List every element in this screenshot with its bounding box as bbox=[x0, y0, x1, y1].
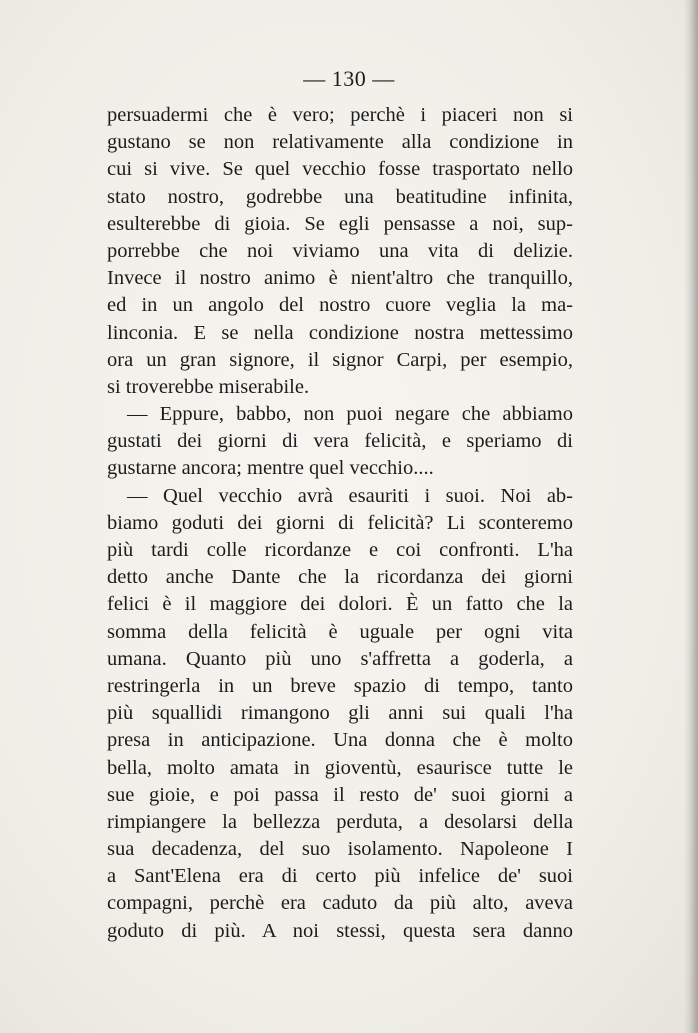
text-line: restringerla in un breve spazio di tempo, tanto bbox=[107, 674, 573, 697]
text-line: goduto di più. A noi stessi, questa sera danno bbox=[107, 919, 573, 942]
text-line: gustati dei giorni di vera felicità, e speriamo di bbox=[107, 430, 573, 453]
text-line: umana. Quanto più uno s'affretta a goderla, a bbox=[107, 647, 573, 670]
text-line: gustarne ancora; mentre quel vecchio.... bbox=[107, 457, 434, 480]
text-line: più tardi colle ricordanze e coi confronti. L'ha bbox=[107, 539, 573, 561]
text-line: detto anche Dante che la ricordanza dei giorni bbox=[107, 566, 573, 589]
text-line: linconia. E se nella condizione nostra mettessimo bbox=[107, 321, 573, 344]
text-line: — Quel vecchio avrà esauriti i suoi. Noi ab- bbox=[127, 484, 573, 507]
page-edge-shadow bbox=[684, 0, 698, 1033]
text-line: somma della felicità è uguale per ogni vita bbox=[107, 620, 573, 643]
text-line: biamo goduti dei giorni di felicità? Li sconteremo bbox=[107, 511, 573, 534]
text-line: a Sant'Elena era di certo più infelice de' suoi bbox=[107, 865, 573, 888]
text-line: rimpiangere la bellezza perduta, a desolarsi della bbox=[107, 810, 573, 833]
body-text bbox=[107, 102, 573, 945]
text-line: bella, molto amata in gioventù, esaurisce tutte le bbox=[107, 756, 573, 779]
text-line: si troverebbe miserabile. bbox=[107, 375, 310, 398]
text-line: sue gioie, e poi passa il resto de' suoi giorni a bbox=[107, 783, 573, 806]
text-line: Invece il nostro animo è nient'altro che tranquillo, bbox=[107, 267, 573, 290]
text-line: compagni, perchè era caduto da più alto, aveva bbox=[107, 892, 573, 915]
text-line: gustano se non relativamente alla condizione in bbox=[107, 131, 573, 154]
page-number: — 130 — bbox=[303, 66, 395, 91]
text-line: persuadermi che è vero; perchè i piaceri non si bbox=[107, 104, 573, 126]
text-line: stato nostro, godrebbe una beatitudine infinita, bbox=[107, 185, 573, 208]
text-line: sua decadenza, del suo isolamento. Napoleone I bbox=[107, 838, 573, 861]
text-line: porrebbe che noi viviamo una vita di delizie. bbox=[107, 239, 573, 262]
text-line: ora un gran signore, il signor Carpi, per esempio, bbox=[107, 348, 573, 371]
text-line: esulterebbe di gioia. Se egli pensasse a noi, sup- bbox=[107, 212, 573, 235]
text-line: — Eppure, babbo, non puoi negare che abbiamo bbox=[127, 403, 573, 426]
text-line: ed in un angolo del nostro cuore veglia la ma- bbox=[107, 294, 573, 317]
text-line: più squallidi rimangono gli anni sui quali l'ha bbox=[107, 702, 573, 725]
text-line: presa in anticipazione. Una donna che è molto bbox=[107, 729, 573, 752]
text-line: felici è il maggiore dei dolori. È un fatto che la bbox=[107, 593, 573, 616]
text-line: cui si vive. Se quel vecchio fosse trasportato nello bbox=[107, 158, 573, 181]
